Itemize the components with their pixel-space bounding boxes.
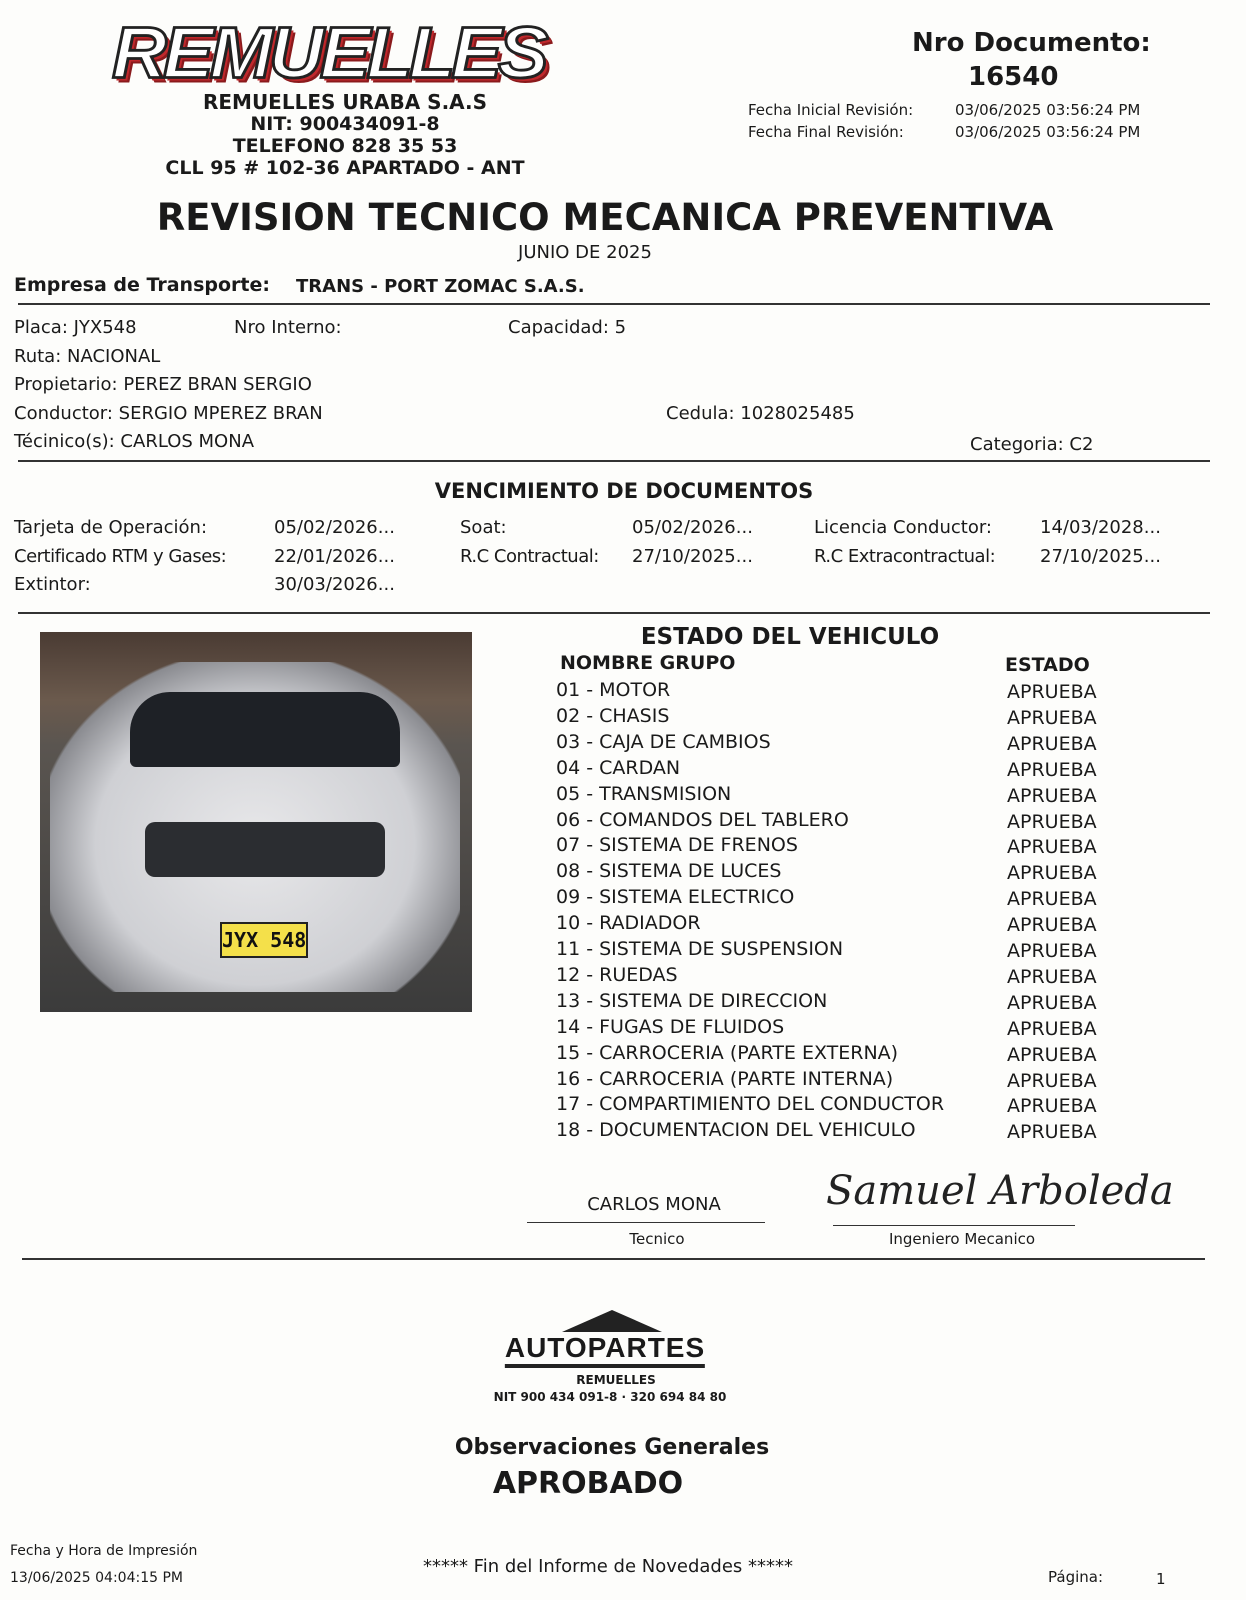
- print-value: 13/06/2025 04:04:15 PM: [10, 1570, 183, 1586]
- venc-value: 27/10/2025...: [632, 546, 753, 567]
- estado-row-name: 07 - SISTEMA DE FRENOS: [556, 834, 798, 857]
- estado-row-status: APRUEBA: [1007, 1017, 1097, 1040]
- estado-row-status: APRUEBA: [1007, 1121, 1097, 1144]
- col-estado: ESTADO: [1005, 654, 1090, 676]
- estado-row-status: APRUEBA: [1007, 1095, 1097, 1118]
- venc-label: Tarjeta de Operación:: [14, 517, 208, 538]
- estado-row-status: APRUEBA: [1007, 1043, 1097, 1066]
- estado-row-name: 08 - SISTEMA DE LUCES: [556, 860, 782, 883]
- company-nit: NIT: 900434091-8: [250, 113, 440, 135]
- propietario: Propietario: PEREZ BRAN SERGIO: [14, 374, 312, 395]
- venc-value: 22/01/2026...: [274, 546, 395, 567]
- license-plate: JYX 548: [220, 922, 308, 958]
- doc-label: Nro Documento:: [912, 28, 1151, 58]
- estado-row-name: 16 - CARROCERIA (PARTE INTERNA): [556, 1067, 894, 1090]
- estado-row-name: 11 - SISTEMA DE SUSPENSION: [556, 938, 844, 960]
- estado-row-name: 09 - SISTEMA ELECTRICO: [556, 886, 795, 909]
- observaciones-title: Observaciones Generales: [454, 1435, 770, 1460]
- remuelles-logo: REMUELLES: [112, 13, 545, 94]
- estado-row-status: APRUEBA: [1007, 732, 1097, 755]
- page-number: 1: [1156, 1570, 1166, 1588]
- estado-row-name: 18 - DOCUMENTACION DEL VEHICULO: [556, 1119, 916, 1142]
- stamp-line: NIT 900 434 091-8 · 320 694 84 80: [493, 1390, 727, 1404]
- venc-value: 30/03/2026...: [274, 574, 395, 595]
- col-nombre-grupo: NOMBRE GRUPO: [560, 652, 736, 674]
- estado-row-status: APRUEBA: [1007, 706, 1097, 729]
- fecha-inicial: 03/06/2025 03:56:24 PM: [955, 101, 1141, 119]
- tecnico: Técinico(s): CARLOS MONA: [14, 431, 255, 452]
- venc-label: R.C Extracontractual:: [814, 546, 996, 567]
- print-label: Fecha y Hora de Impresión: [10, 1543, 198, 1559]
- venc-label: Licencia Conductor:: [814, 517, 992, 538]
- company-address: CLL 95 # 102-36 APARTADO - ANT: [165, 157, 525, 179]
- estado-row-status: APRUEBA: [1007, 991, 1097, 1014]
- empresa-value: TRANS - PORT ZOMAC S.A.S.: [296, 276, 585, 297]
- stamp-brand: AUTOPARTES: [505, 1332, 705, 1368]
- venc-label: Soat:: [460, 517, 507, 538]
- end-of-report: ***** Fin del Informe de Novedades *****: [422, 1556, 794, 1577]
- estado-row-name: 12 - RUEDAS: [556, 963, 678, 986]
- estado-title: ESTADO DEL VEHICULO: [640, 624, 940, 650]
- ruta: Ruta: NACIONAL: [14, 346, 161, 367]
- estado-row-name: 04 - CARDAN: [556, 756, 681, 779]
- estado-row-status: APRUEBA: [1007, 758, 1097, 781]
- estado-row-name: 14 - FUGAS DE FLUIDOS: [556, 1015, 785, 1038]
- estado-row-status: APRUEBA: [1007, 1069, 1097, 1092]
- estado-row-name: 02 - CHASIS: [556, 704, 670, 727]
- estado-row-name: 15 - CARROCERIA (PARTE EXTERNA): [556, 1041, 899, 1064]
- venc-label: Extintor:: [14, 574, 91, 595]
- vehicle-photo: [40, 632, 472, 1012]
- stamp-roof-icon: [562, 1310, 662, 1332]
- venc-value: 27/10/2025...: [1040, 546, 1161, 567]
- estado-row-status: APRUEBA: [1007, 888, 1097, 911]
- vencimiento-title: VENCIMIENTO DE DOCUMENTOS: [434, 479, 814, 503]
- estado-row-status: APRUEBA: [1007, 862, 1097, 885]
- estado-row-status: APRUEBA: [1007, 940, 1097, 962]
- venc-value: 14/03/2028...: [1040, 517, 1161, 538]
- empresa-label: Empresa de Transporte:: [14, 274, 270, 296]
- estado-row-name: 05 - TRANSMISION: [556, 782, 732, 805]
- estado-row-name: 13 - SISTEMA DE DIRECCION: [556, 989, 828, 1012]
- ingeniero-signature: Samuel Arboleda: [826, 1168, 1174, 1214]
- categoria: Categoria: C2: [970, 434, 1094, 455]
- tecnico-role: Tecnico: [629, 1230, 685, 1248]
- page-subtitle: JUNIO DE 2025: [518, 242, 652, 263]
- observaciones-value: APROBADO: [492, 1466, 684, 1501]
- venc-value: 05/02/2026...: [632, 517, 753, 538]
- estado-row-status: APRUEBA: [1007, 836, 1097, 859]
- stamp-sub: REMUELLES: [576, 1373, 656, 1387]
- page-title: REVISION TECNICO MECANICA PREVENTIVA: [156, 196, 1054, 239]
- nro-interno: Nro Interno:: [234, 317, 342, 338]
- conductor: Conductor: SERGIO MPEREZ BRAN: [14, 403, 323, 424]
- estado-row-name: 06 - COMANDOS DEL TABLERO: [556, 808, 849, 831]
- page-label: Página:: [1048, 1568, 1104, 1586]
- ingeniero-role: Ingeniero Mecanico: [888, 1230, 1036, 1248]
- estado-row-status: APRUEBA: [1007, 914, 1097, 937]
- fecha-inicial-label: Fecha Inicial Revisión:: [748, 101, 914, 119]
- cedula: Cedula: 1028025485: [666, 403, 855, 424]
- capacidad: Capacidad: 5: [508, 317, 627, 338]
- tecnico-name: CARLOS MONA: [587, 1194, 721, 1215]
- company-phone: TELEFONO 828 35 53: [232, 135, 458, 157]
- estado-row-name: 03 - CAJA DE CAMBIOS: [556, 730, 771, 753]
- company-name: REMUELLES URABA S.A.S: [202, 90, 488, 114]
- doc-number: 16540: [968, 62, 1059, 92]
- car-shape: [50, 662, 460, 992]
- estado-row-status: APRUEBA: [1007, 681, 1097, 703]
- estado-row-name: 17 - COMPARTIMIENTO DEL CONDUCTOR: [556, 1093, 945, 1116]
- venc-value: 05/02/2026...: [274, 517, 395, 538]
- estado-row-name: 10 - RADIADOR: [556, 912, 701, 935]
- estado-row-status: APRUEBA: [1007, 810, 1097, 833]
- placa: Placa: JYX548: [14, 317, 137, 338]
- fecha-final-label: Fecha Final Revisión:: [748, 123, 904, 141]
- estado-row-status: APRUEBA: [1007, 965, 1097, 988]
- estado-row-name: 01 - MOTOR: [556, 679, 671, 701]
- venc-label: Certificado RTM y Gases:: [14, 546, 227, 567]
- venc-label: R.C Contractual:: [460, 546, 599, 567]
- estado-row-status: APRUEBA: [1007, 784, 1097, 807]
- fecha-final: 03/06/2025 03:56:24 PM: [955, 123, 1141, 141]
